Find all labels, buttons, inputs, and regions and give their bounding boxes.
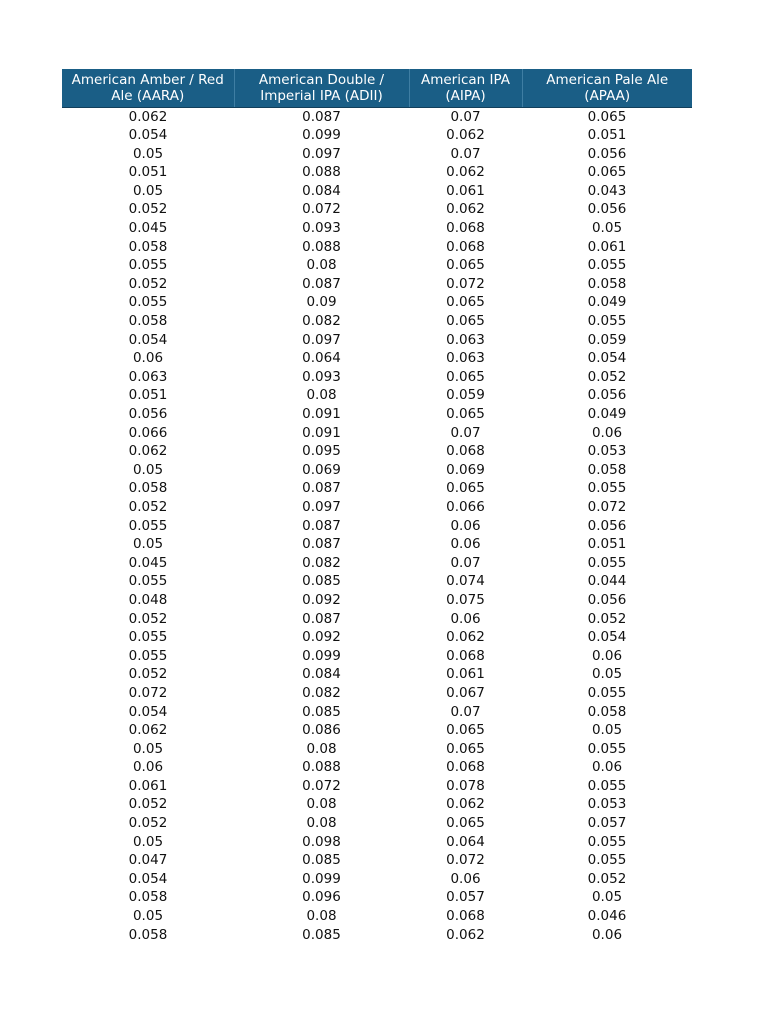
table-row <box>62 740 692 759</box>
cell-aara[interactable]: 0.05 <box>132 833 164 850</box>
cell-adii[interactable]: 0.087 <box>302 536 341 553</box>
cell-aara[interactable]: 0.055 <box>128 573 168 590</box>
cell-adii[interactable]: 0.096 <box>302 889 341 906</box>
cell-apaa[interactable]: 0.06 <box>591 926 623 943</box>
cell-apaa[interactable]: 0.06 <box>591 759 623 776</box>
cell-aara[interactable]: 0.062 <box>128 108 168 125</box>
cell-aara[interactable]: 0.055 <box>128 294 168 311</box>
cell-adii[interactable]: 0.097 <box>302 331 341 348</box>
cell-aara[interactable]: 0.058 <box>128 926 168 943</box>
cell-apaa[interactable]: 0.056 <box>587 517 627 534</box>
cell-apaa[interactable]: 0.058 <box>587 275 627 292</box>
cell-aipa[interactable]: 0.065 <box>446 722 485 739</box>
cell-aara[interactable]: 0.05 <box>132 145 164 162</box>
cell-apaa[interactable]: 0.055 <box>587 852 627 869</box>
data-sheet <box>62 69 692 944</box>
table-row <box>62 145 692 164</box>
cell-aara[interactable]: 0.055 <box>128 629 168 646</box>
cell-aipa[interactable]: 0.064 <box>446 833 485 850</box>
cell-adii[interactable]: 0.093 <box>302 368 341 385</box>
cell-aara[interactable]: 0.054 <box>128 870 168 887</box>
table-row <box>62 479 692 498</box>
table-row <box>62 424 692 443</box>
table-row <box>62 368 692 387</box>
cell-aara[interactable]: 0.052 <box>128 201 168 218</box>
table-row <box>62 554 692 573</box>
cell-apaa[interactable]: 0.053 <box>587 796 627 813</box>
table-row <box>62 870 692 889</box>
cell-apaa[interactable]: 0.051 <box>587 536 627 553</box>
cell-adii[interactable]: 0.087 <box>302 275 341 292</box>
cell-aara[interactable]: 0.052 <box>128 815 168 832</box>
cell-adii[interactable]: 0.088 <box>302 759 341 776</box>
cell-aara[interactable]: 0.058 <box>128 238 168 255</box>
table-row <box>62 610 692 629</box>
table-body <box>62 107 692 944</box>
table-row <box>62 591 692 610</box>
cell-apaa[interactable]: 0.059 <box>587 331 627 348</box>
cell-aara[interactable]: 0.05 <box>132 740 164 757</box>
table-row <box>62 256 692 275</box>
column-header-aipa[interactable]: American IPA (AIPA) <box>409 69 522 107</box>
cell-adii[interactable]: 0.086 <box>302 722 341 739</box>
cell-aara[interactable]: 0.052 <box>128 796 168 813</box>
cell-aara[interactable]: 0.055 <box>128 647 168 664</box>
cell-aipa[interactable]: 0.062 <box>446 164 485 181</box>
cell-aipa[interactable]: 0.061 <box>446 666 485 683</box>
cell-apaa[interactable]: 0.046 <box>587 908 627 925</box>
table-row <box>62 795 692 814</box>
table-row <box>62 126 692 145</box>
cell-adii[interactable]: 0.069 <box>302 461 341 478</box>
cell-aipa[interactable]: 0.078 <box>446 777 485 794</box>
cell-aipa[interactable]: 0.072 <box>446 275 485 292</box>
cell-adii[interactable]: 0.084 <box>302 666 341 683</box>
cell-apaa[interactable]: 0.044 <box>587 573 627 590</box>
cell-aipa[interactable]: 0.062 <box>446 796 485 813</box>
cell-aipa[interactable]: 0.065 <box>446 313 485 330</box>
table-row <box>62 163 692 182</box>
cell-aipa[interactable]: 0.068 <box>446 220 485 237</box>
cell-apaa[interactable]: 0.056 <box>587 201 627 218</box>
cell-aara[interactable]: 0.054 <box>128 331 168 348</box>
cell-adii[interactable]: 0.08 <box>306 257 337 274</box>
cell-aipa[interactable]: 0.063 <box>446 350 485 367</box>
cell-adii[interactable]: 0.085 <box>302 573 341 590</box>
table-row <box>62 777 692 796</box>
cell-adii[interactable]: 0.091 <box>302 424 341 441</box>
cell-aara[interactable]: 0.052 <box>128 498 168 515</box>
table-row <box>62 461 692 480</box>
table-row <box>62 442 692 461</box>
cell-aipa[interactable]: 0.065 <box>446 294 485 311</box>
cell-aipa[interactable]: 0.069 <box>446 461 485 478</box>
cell-apaa[interactable]: 0.043 <box>587 182 627 199</box>
cell-adii[interactable]: 0.088 <box>302 238 341 255</box>
cell-aipa[interactable]: 0.063 <box>446 331 485 348</box>
cell-apaa[interactable]: 0.065 <box>587 108 627 125</box>
cell-apaa[interactable]: 0.052 <box>587 610 627 627</box>
cell-apaa[interactable]: 0.057 <box>587 815 627 832</box>
cell-aara[interactable]: 0.047 <box>128 852 168 869</box>
table-row <box>62 275 692 294</box>
cell-apaa[interactable]: 0.055 <box>587 777 627 794</box>
table-row <box>62 293 692 312</box>
cell-adii[interactable]: 0.08 <box>306 908 337 925</box>
cell-adii[interactable]: 0.085 <box>302 852 341 869</box>
cell-adii[interactable]: 0.087 <box>302 108 341 125</box>
cell-aipa[interactable]: 0.065 <box>446 815 485 832</box>
table-row <box>62 833 692 852</box>
cell-aipa[interactable]: 0.065 <box>446 740 485 757</box>
cell-apaa[interactable]: 0.058 <box>587 461 627 478</box>
cell-apaa[interactable]: 0.055 <box>587 740 627 757</box>
table-row <box>62 312 692 331</box>
cell-aipa[interactable]: 0.07 <box>450 424 481 441</box>
cell-adii[interactable]: 0.085 <box>302 926 341 943</box>
cell-apaa[interactable]: 0.056 <box>587 145 627 162</box>
cell-apaa[interactable]: 0.056 <box>587 591 627 608</box>
table-row <box>62 907 692 926</box>
cell-aipa[interactable]: 0.059 <box>446 387 485 404</box>
cell-aipa[interactable]: 0.065 <box>446 368 485 385</box>
cell-aara[interactable]: 0.045 <box>128 220 168 237</box>
cell-aara[interactable]: 0.058 <box>128 313 168 330</box>
cell-adii[interactable]: 0.099 <box>302 647 341 664</box>
cell-adii[interactable]: 0.099 <box>302 127 341 144</box>
cell-aara[interactable]: 0.052 <box>128 666 168 683</box>
table-header <box>62 69 692 107</box>
cell-aipa[interactable]: 0.062 <box>446 201 485 218</box>
cell-apaa[interactable]: 0.05 <box>591 722 623 739</box>
table-row <box>62 703 692 722</box>
cell-adii[interactable]: 0.084 <box>302 182 341 199</box>
cell-aipa[interactable]: 0.062 <box>446 926 485 943</box>
cell-aipa[interactable]: 0.068 <box>446 443 485 460</box>
cell-adii[interactable]: 0.08 <box>306 740 337 757</box>
header-row <box>62 69 692 107</box>
cell-aara[interactable]: 0.048 <box>128 591 168 608</box>
cell-aara[interactable]: 0.062 <box>128 443 168 460</box>
cell-aipa[interactable]: 0.068 <box>446 238 485 255</box>
cell-aipa[interactable]: 0.065 <box>446 406 485 422</box>
cell-aara[interactable]: 0.062 <box>128 722 168 739</box>
table-row <box>62 572 692 591</box>
cell-adii[interactable]: 0.097 <box>302 498 341 515</box>
cell-apaa[interactable]: 0.049 <box>587 406 627 422</box>
table-row <box>62 628 692 647</box>
cell-adii[interactable]: 0.087 <box>302 480 341 497</box>
cell-adii[interactable]: 0.097 <box>302 145 341 162</box>
table-row <box>62 331 692 350</box>
cell-adii[interactable]: 0.082 <box>302 684 341 701</box>
table-row <box>62 814 692 833</box>
cell-adii[interactable]: 0.087 <box>302 610 341 627</box>
cell-apaa[interactable]: 0.055 <box>587 480 627 497</box>
cell-apaa[interactable]: 0.049 <box>587 294 627 311</box>
cell-aara[interactable]: 0.045 <box>128 554 168 571</box>
cell-apaa[interactable]: 0.05 <box>591 666 623 683</box>
cell-aipa[interactable]: 0.06 <box>450 517 481 534</box>
table-row <box>62 219 692 238</box>
abv-table <box>62 69 692 944</box>
cell-aipa[interactable]: 0.062 <box>446 629 485 646</box>
cell-adii[interactable]: 0.095 <box>302 443 341 460</box>
cell-apaa[interactable]: 0.05 <box>591 889 623 906</box>
cell-aara[interactable]: 0.066 <box>128 424 168 441</box>
cell-aara[interactable]: 0.052 <box>128 275 168 292</box>
cell-aipa[interactable]: 0.072 <box>446 852 485 869</box>
cell-apaa[interactable]: 0.052 <box>587 870 627 887</box>
cell-aipa[interactable]: 0.06 <box>450 536 481 553</box>
cell-aara[interactable]: 0.052 <box>128 610 168 627</box>
table-row <box>62 386 692 405</box>
column-header-apaa[interactable]: American Pale Ale (APAA) <box>522 69 692 107</box>
table-row <box>62 200 692 219</box>
cell-aipa[interactable]: 0.07 <box>450 145 481 162</box>
table-row <box>62 684 692 703</box>
cell-apaa[interactable]: 0.058 <box>587 703 627 720</box>
cell-aara[interactable]: 0.05 <box>132 908 164 925</box>
cell-aipa[interactable]: 0.062 <box>446 127 485 144</box>
table-row <box>62 721 692 740</box>
cell-aipa[interactable]: 0.068 <box>446 759 485 776</box>
cell-aara[interactable]: 0.054 <box>128 703 168 720</box>
cell-adii[interactable]: 0.082 <box>302 554 341 571</box>
cell-aipa[interactable]: 0.07 <box>450 554 481 571</box>
cell-apaa[interactable]: 0.055 <box>587 684 627 701</box>
cell-adii[interactable]: 0.082 <box>302 313 341 330</box>
cell-aara[interactable]: 0.061 <box>128 777 168 794</box>
cell-apaa[interactable]: 0.052 <box>587 368 627 385</box>
cell-aara[interactable]: 0.055 <box>128 517 168 534</box>
cell-aara[interactable]: 0.051 <box>128 164 168 181</box>
cell-apaa[interactable]: 0.05 <box>591 220 623 237</box>
table-row <box>62 851 692 870</box>
cell-apaa[interactable]: 0.054 <box>587 629 627 646</box>
cell-aara[interactable]: 0.05 <box>132 461 164 478</box>
cell-aipa[interactable]: 0.074 <box>446 573 485 590</box>
cell-apaa[interactable]: 0.072 <box>587 498 627 515</box>
cell-adii[interactable]: 0.091 <box>302 406 341 422</box>
table-row <box>62 535 692 554</box>
table-row <box>62 647 692 666</box>
cell-aara[interactable]: 0.051 <box>128 387 168 404</box>
cell-apaa[interactable]: 0.055 <box>587 313 627 330</box>
cell-adii[interactable]: 0.08 <box>306 815 337 832</box>
cell-adii[interactable]: 0.087 <box>302 517 341 534</box>
cell-aara[interactable]: 0.058 <box>128 889 168 906</box>
cell-aipa[interactable]: 0.067 <box>446 684 485 701</box>
cell-aipa[interactable]: 0.06 <box>450 870 481 887</box>
cell-aipa[interactable]: 0.068 <box>446 908 485 925</box>
cell-aipa[interactable]: 0.057 <box>446 889 485 906</box>
column-header-aara[interactable]: American Amber / Red Ale (AARA) <box>62 69 234 107</box>
cell-aipa[interactable]: 0.075 <box>446 591 485 608</box>
cell-apaa[interactable]: 0.055 <box>587 554 627 571</box>
cell-adii[interactable]: 0.072 <box>302 777 341 794</box>
table-row <box>62 665 692 684</box>
table-row <box>62 349 692 368</box>
cell-aara[interactable]: 0.06 <box>132 350 164 367</box>
cell-adii[interactable]: 0.08 <box>306 796 337 813</box>
cell-adii[interactable]: 0.088 <box>302 164 341 181</box>
cell-aara[interactable]: 0.063 <box>128 368 168 385</box>
table-row <box>62 498 692 517</box>
cell-adii[interactable]: 0.08 <box>306 387 337 404</box>
cell-adii[interactable]: 0.092 <box>302 591 341 608</box>
cell-aara[interactable]: 0.05 <box>132 536 164 553</box>
cell-apaa[interactable]: 0.055 <box>587 257 627 274</box>
cell-apaa[interactable]: 0.055 <box>587 833 627 850</box>
cell-apaa[interactable]: 0.06 <box>591 647 623 664</box>
cell-aipa[interactable]: 0.07 <box>450 703 481 720</box>
cell-aipa[interactable]: 0.061 <box>446 182 485 199</box>
cell-apaa[interactable]: 0.061 <box>587 238 627 255</box>
table-row <box>62 888 692 907</box>
cell-adii[interactable]: 0.085 <box>302 703 341 720</box>
column-header-adii[interactable]: American Double / Imperial IPA (ADII) <box>234 69 409 107</box>
cell-aipa[interactable]: 0.07 <box>450 108 481 125</box>
table-row <box>62 405 692 424</box>
cell-aipa[interactable]: 0.065 <box>446 257 485 274</box>
table-row <box>62 182 692 201</box>
table-row <box>62 238 692 257</box>
cell-adii[interactable]: 0.09 <box>306 294 337 311</box>
cell-adii[interactable]: 0.093 <box>302 220 341 237</box>
cell-aipa[interactable]: 0.066 <box>446 498 485 515</box>
cell-apaa[interactable]: 0.051 <box>587 127 627 144</box>
cell-adii[interactable]: 0.072 <box>302 201 341 218</box>
cell-aara[interactable]: 0.06 <box>132 759 164 776</box>
cell-aara[interactable]: 0.072 <box>128 684 168 701</box>
cell-adii[interactable]: 0.099 <box>302 870 341 887</box>
cell-apaa[interactable]: 0.065 <box>587 164 627 181</box>
cell-apaa[interactable]: 0.056 <box>587 387 627 404</box>
table-row <box>62 758 692 777</box>
table-row <box>62 926 692 945</box>
cell-aara[interactable]: 0.058 <box>128 480 168 497</box>
cell-aara[interactable]: 0.054 <box>128 127 168 144</box>
cell-apaa[interactable]: 0.054 <box>587 350 627 367</box>
cell-adii[interactable]: 0.098 <box>302 833 341 850</box>
cell-aipa[interactable]: 0.065 <box>446 480 485 497</box>
cell-adii[interactable]: 0.064 <box>302 350 341 367</box>
cell-aara[interactable]: 0.056 <box>128 406 168 422</box>
cell-aipa[interactable]: 0.06 <box>450 610 481 627</box>
cell-adii[interactable]: 0.092 <box>302 629 341 646</box>
table-row <box>62 517 692 536</box>
cell-aara[interactable]: 0.055 <box>128 257 168 274</box>
table-row <box>62 107 692 126</box>
cell-apaa[interactable]: 0.053 <box>587 443 627 460</box>
cell-apaa[interactable]: 0.06 <box>591 424 623 441</box>
cell-aipa[interactable]: 0.068 <box>446 647 485 664</box>
cell-aara[interactable]: 0.05 <box>132 182 164 199</box>
